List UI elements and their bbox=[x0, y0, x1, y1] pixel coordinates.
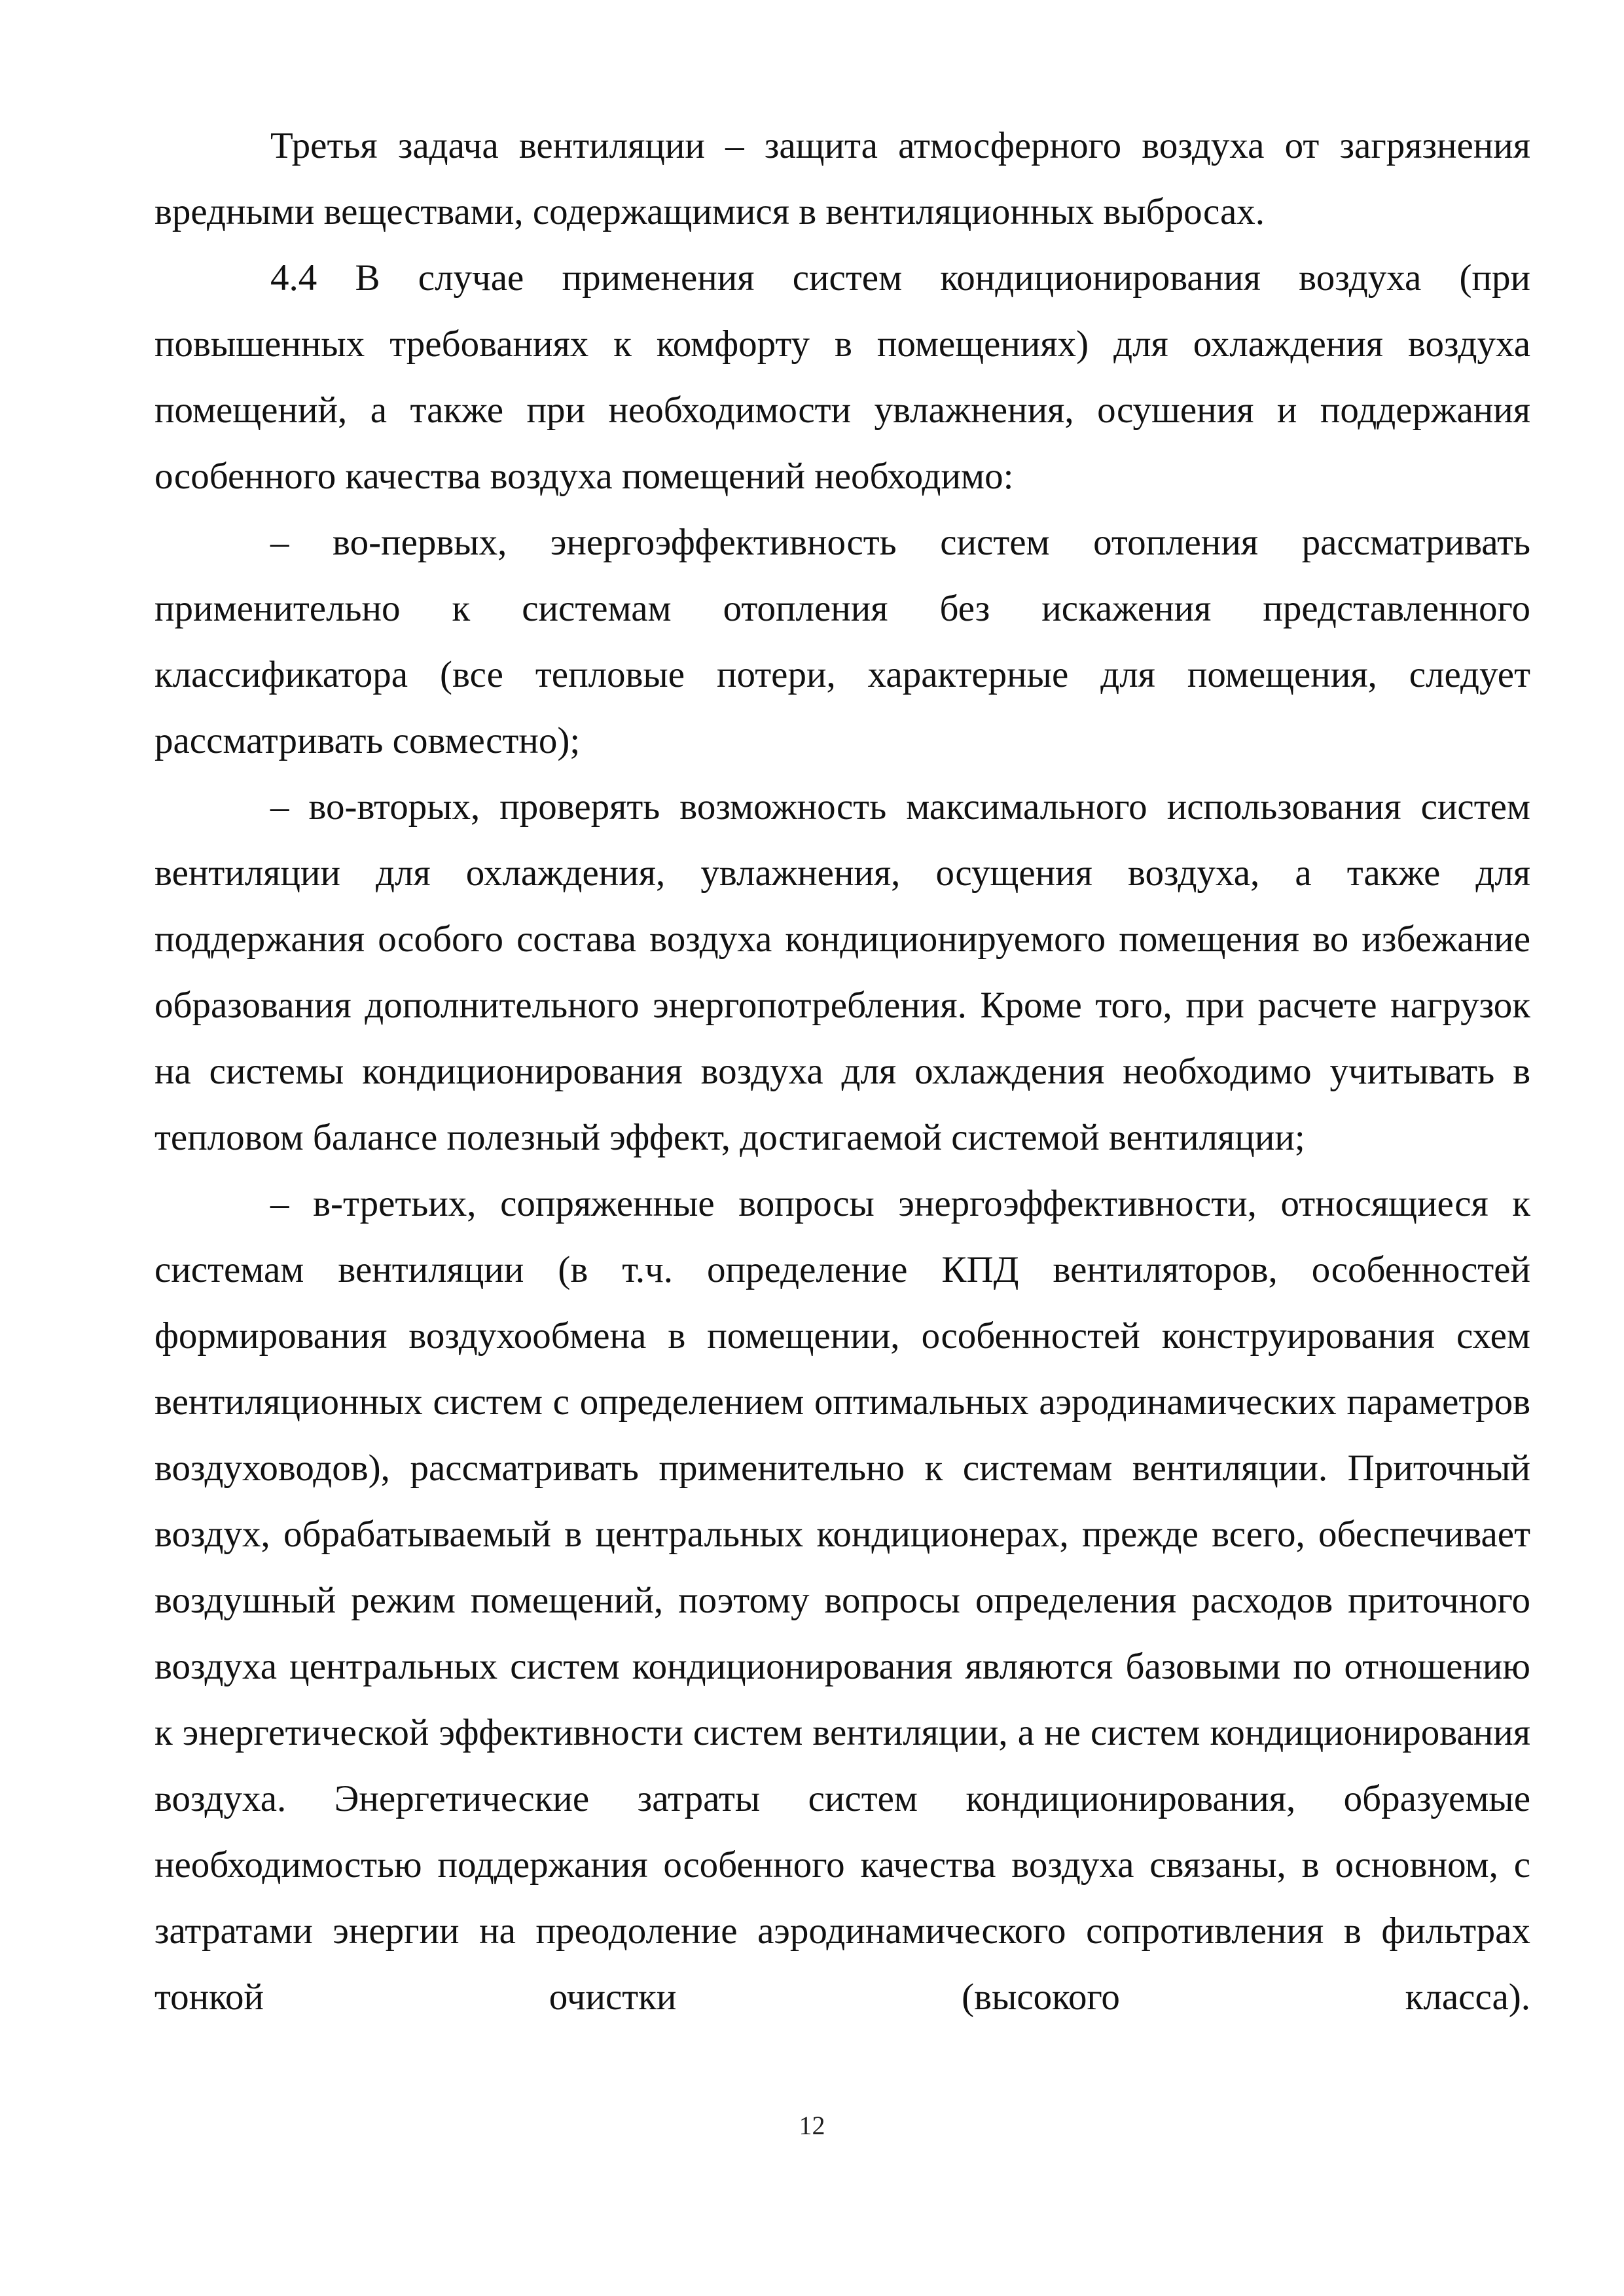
paragraph-second-point: – во-вторых, проверять возможность максимального использования систем вентиляции для охлаждения, увлажнения, осущения воздуха, а также для поддержания особого состава воздуха кондиционируемого помещения во избежание образования дополнительного энергопотребления. Кроме того, при расчете нагрузок на системы кондиционирования воздуха для охлаждения необходимо учитывать в тепловом балансе полезный эффект, достигаемой системой вентиляции; bbox=[154, 786, 1530, 1158]
paragraph-first-point: – во-первых, энергоэффективность систем отопления рассматривать применительно к системам отопления без искажения представленного классификатора (все тепловые потери, характерные для помещения, следует рассматривать совместно); bbox=[154, 522, 1530, 761]
document-body bbox=[154, 113, 1530, 2030]
paragraph-section-4-4: 4.4 В случае применения систем кондиционирования воздуха (при повышенных требованиях к комфорту в помещениях) для охлаждения воздуха помещений, а также при необходимости увлажнения, осушения и поддержания особенного качества воздуха помещений необходимо: bbox=[154, 257, 1530, 497]
paragraph-third-point: – в-третьих, сопряженные вопросы энергоэффективности, относящиеся к системам вентиляции (в т.ч. определение КПД вентиляторов, особенностей формирования воздухообмена в помещении, особенностей конструирования схем вентиляционных систем с определением оптимальных аэродинамических параметров воздуховодов), рассматривать применительно к системам вентиляции. Приточный воздух, обрабатываемый в центральных кондиционерах, прежде всего, обеспечивает воздушный режим помещений, поэтому вопросы определения расходов приточного воздуха центральных систем кондиционирования являются базовыми по отношению к энергетической эффективности систем вентиляции, а не систем кондиционирования воздуха. Энергетические затраты систем кондиционирования, образуемые необходимостью поддержания особенного качества воздуха связаны, в основном, с затратами энергии на преодоление аэродинамического сопротивления в фильтрах тонкой очистки (высокого класса). bbox=[154, 1183, 1530, 2018]
paragraph-ventilation-task: Третья задача вентиляции – защита атмосферного воздуха от загрязнения вредными веществами, содержащимися в вентиляционных выбросах. bbox=[154, 125, 1530, 232]
page-number: 12 bbox=[799, 2111, 825, 2140]
